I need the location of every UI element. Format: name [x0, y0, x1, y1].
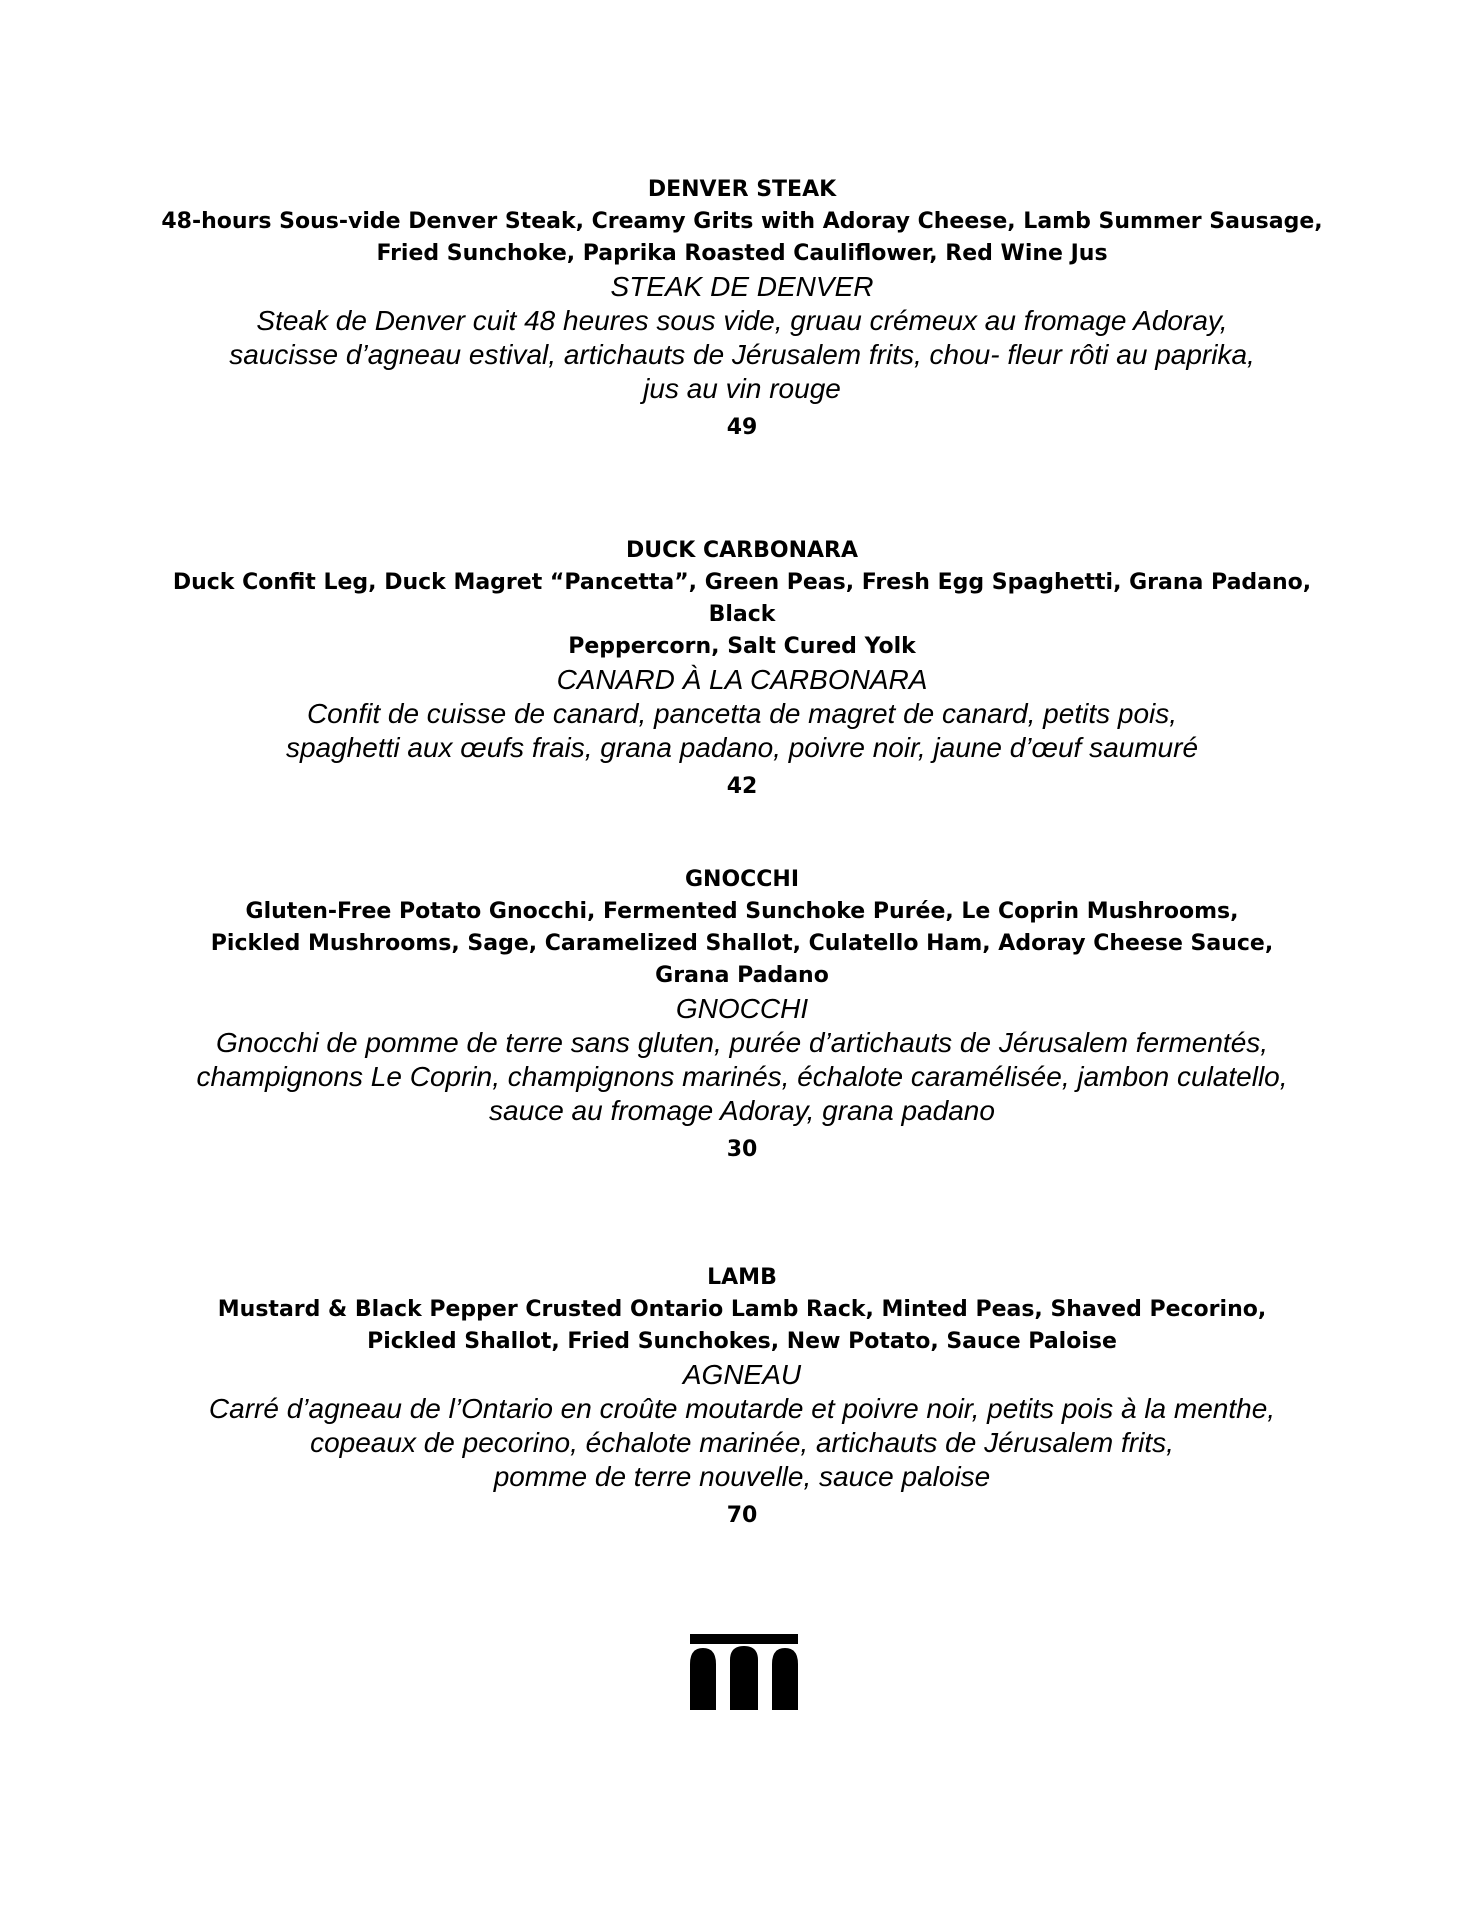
dish-description-fr: [150, 1392, 1334, 1494]
dish-name-fr: STEAK DE DENVER: [610, 271, 874, 302]
description-line: Pickled Shallot, Fried Sunchokes, New Potato, Sauce Paloise: [367, 1329, 1117, 1354]
dish-description-fr: [150, 304, 1334, 406]
description-line: Carré d’agneau de l’Ontario en croûte moutarde et poivre noir, petits pois à la menthe,: [208, 1393, 1276, 1424]
dish-name-en: LAMB: [707, 1265, 777, 1290]
dish-price: 42: [726, 774, 758, 799]
dish-price: 70: [726, 1503, 758, 1528]
menu-item-denver-steak: [150, 174, 1334, 444]
dish-name-fr: CANARD À LA CARBONARA: [556, 664, 928, 695]
dish-name-fr: AGNEAU: [682, 1359, 802, 1390]
dish-name-en: DUCK CARBONARA: [626, 538, 858, 563]
dish-description-en: [150, 1294, 1334, 1358]
dish-price: 30: [726, 1137, 758, 1162]
dish-name-en: GNOCCHI: [684, 867, 800, 892]
description-line: Grana Padano: [655, 963, 829, 988]
dish-price: 49: [726, 415, 758, 440]
description-line: 48-hours Sous-vide Denver Steak, Creamy Grits with Adoray Cheese, Lamb Summer Sausage,: [161, 209, 1323, 234]
menu-item-lamb: [150, 1262, 1334, 1532]
dish-name-en: DENVER STEAK: [647, 177, 837, 202]
description-line: Gnocchi de pomme de terre sans gluten, purée d’artichauts de Jérusalem fermentés,: [215, 1027, 1269, 1058]
description-line: saucisse d’agneau estival, artichauts de Jérusalem frits, chou- fleur rôti au paprika,: [229, 339, 1255, 370]
description-line: Pickled Mushrooms, Sage, Caramelized Shallot, Culatello Ham, Adoray Cheese Sauce,: [210, 931, 1274, 956]
description-line: Confit de cuisse de canard, pancetta de magret de canard, petits pois,: [306, 698, 1178, 729]
dish-description-en: [150, 896, 1334, 992]
description-line: Gluten-Free Potato Gnocchi, Fermented Sunchoke Purée, Le Coprin Mushrooms,: [245, 899, 1239, 924]
dish-name-fr: GNOCCHI: [675, 993, 809, 1024]
dish-description-en: [150, 567, 1334, 663]
description-line: Peppercorn, Salt Cured Yolk: [568, 634, 916, 659]
description-line: copeaux de pecorino, échalote marinée, artichauts de Jérusalem frits,: [310, 1427, 1174, 1458]
description-line: Fried Sunchoke, Paprika Roasted Cauliflower, Red Wine Jus: [376, 241, 1108, 266]
dish-description-en: [150, 206, 1334, 270]
menu-item-gnocchi: [150, 864, 1334, 1166]
description-line: sauce au fromage Adoray, grana padano: [489, 1095, 995, 1126]
description-line: Duck Confit Leg, Duck Magret “Pancetta”, Green Peas, Fresh Egg Spaghetti, Grana Padano, Black: [172, 570, 1312, 627]
menu-item-duck-carbonara: [150, 535, 1334, 803]
dish-description-fr: [150, 697, 1334, 765]
arches-logo-icon: [690, 1634, 798, 1710]
description-line: Steak de Denver cuit 48 heures sous vide, gruau crémeux au fromage Adoray,: [256, 305, 1228, 336]
description-line: Mustard & Black Pepper Crusted Ontario Lamb Rack, Minted Peas, Shaved Pecorino,: [217, 1297, 1267, 1322]
description-line: champignons Le Coprin, champignons marinés, échalote caramélisée, jambon culatello,: [196, 1061, 1288, 1092]
dish-description-fr: [150, 1026, 1334, 1128]
description-line: jus au vin rouge: [643, 373, 841, 404]
description-line: pomme de terre nouvelle, sauce paloise: [493, 1461, 991, 1492]
description-line: spaghetti aux œufs frais, grana padano, poivre noir, jaune d’œuf saumuré: [285, 732, 1199, 763]
